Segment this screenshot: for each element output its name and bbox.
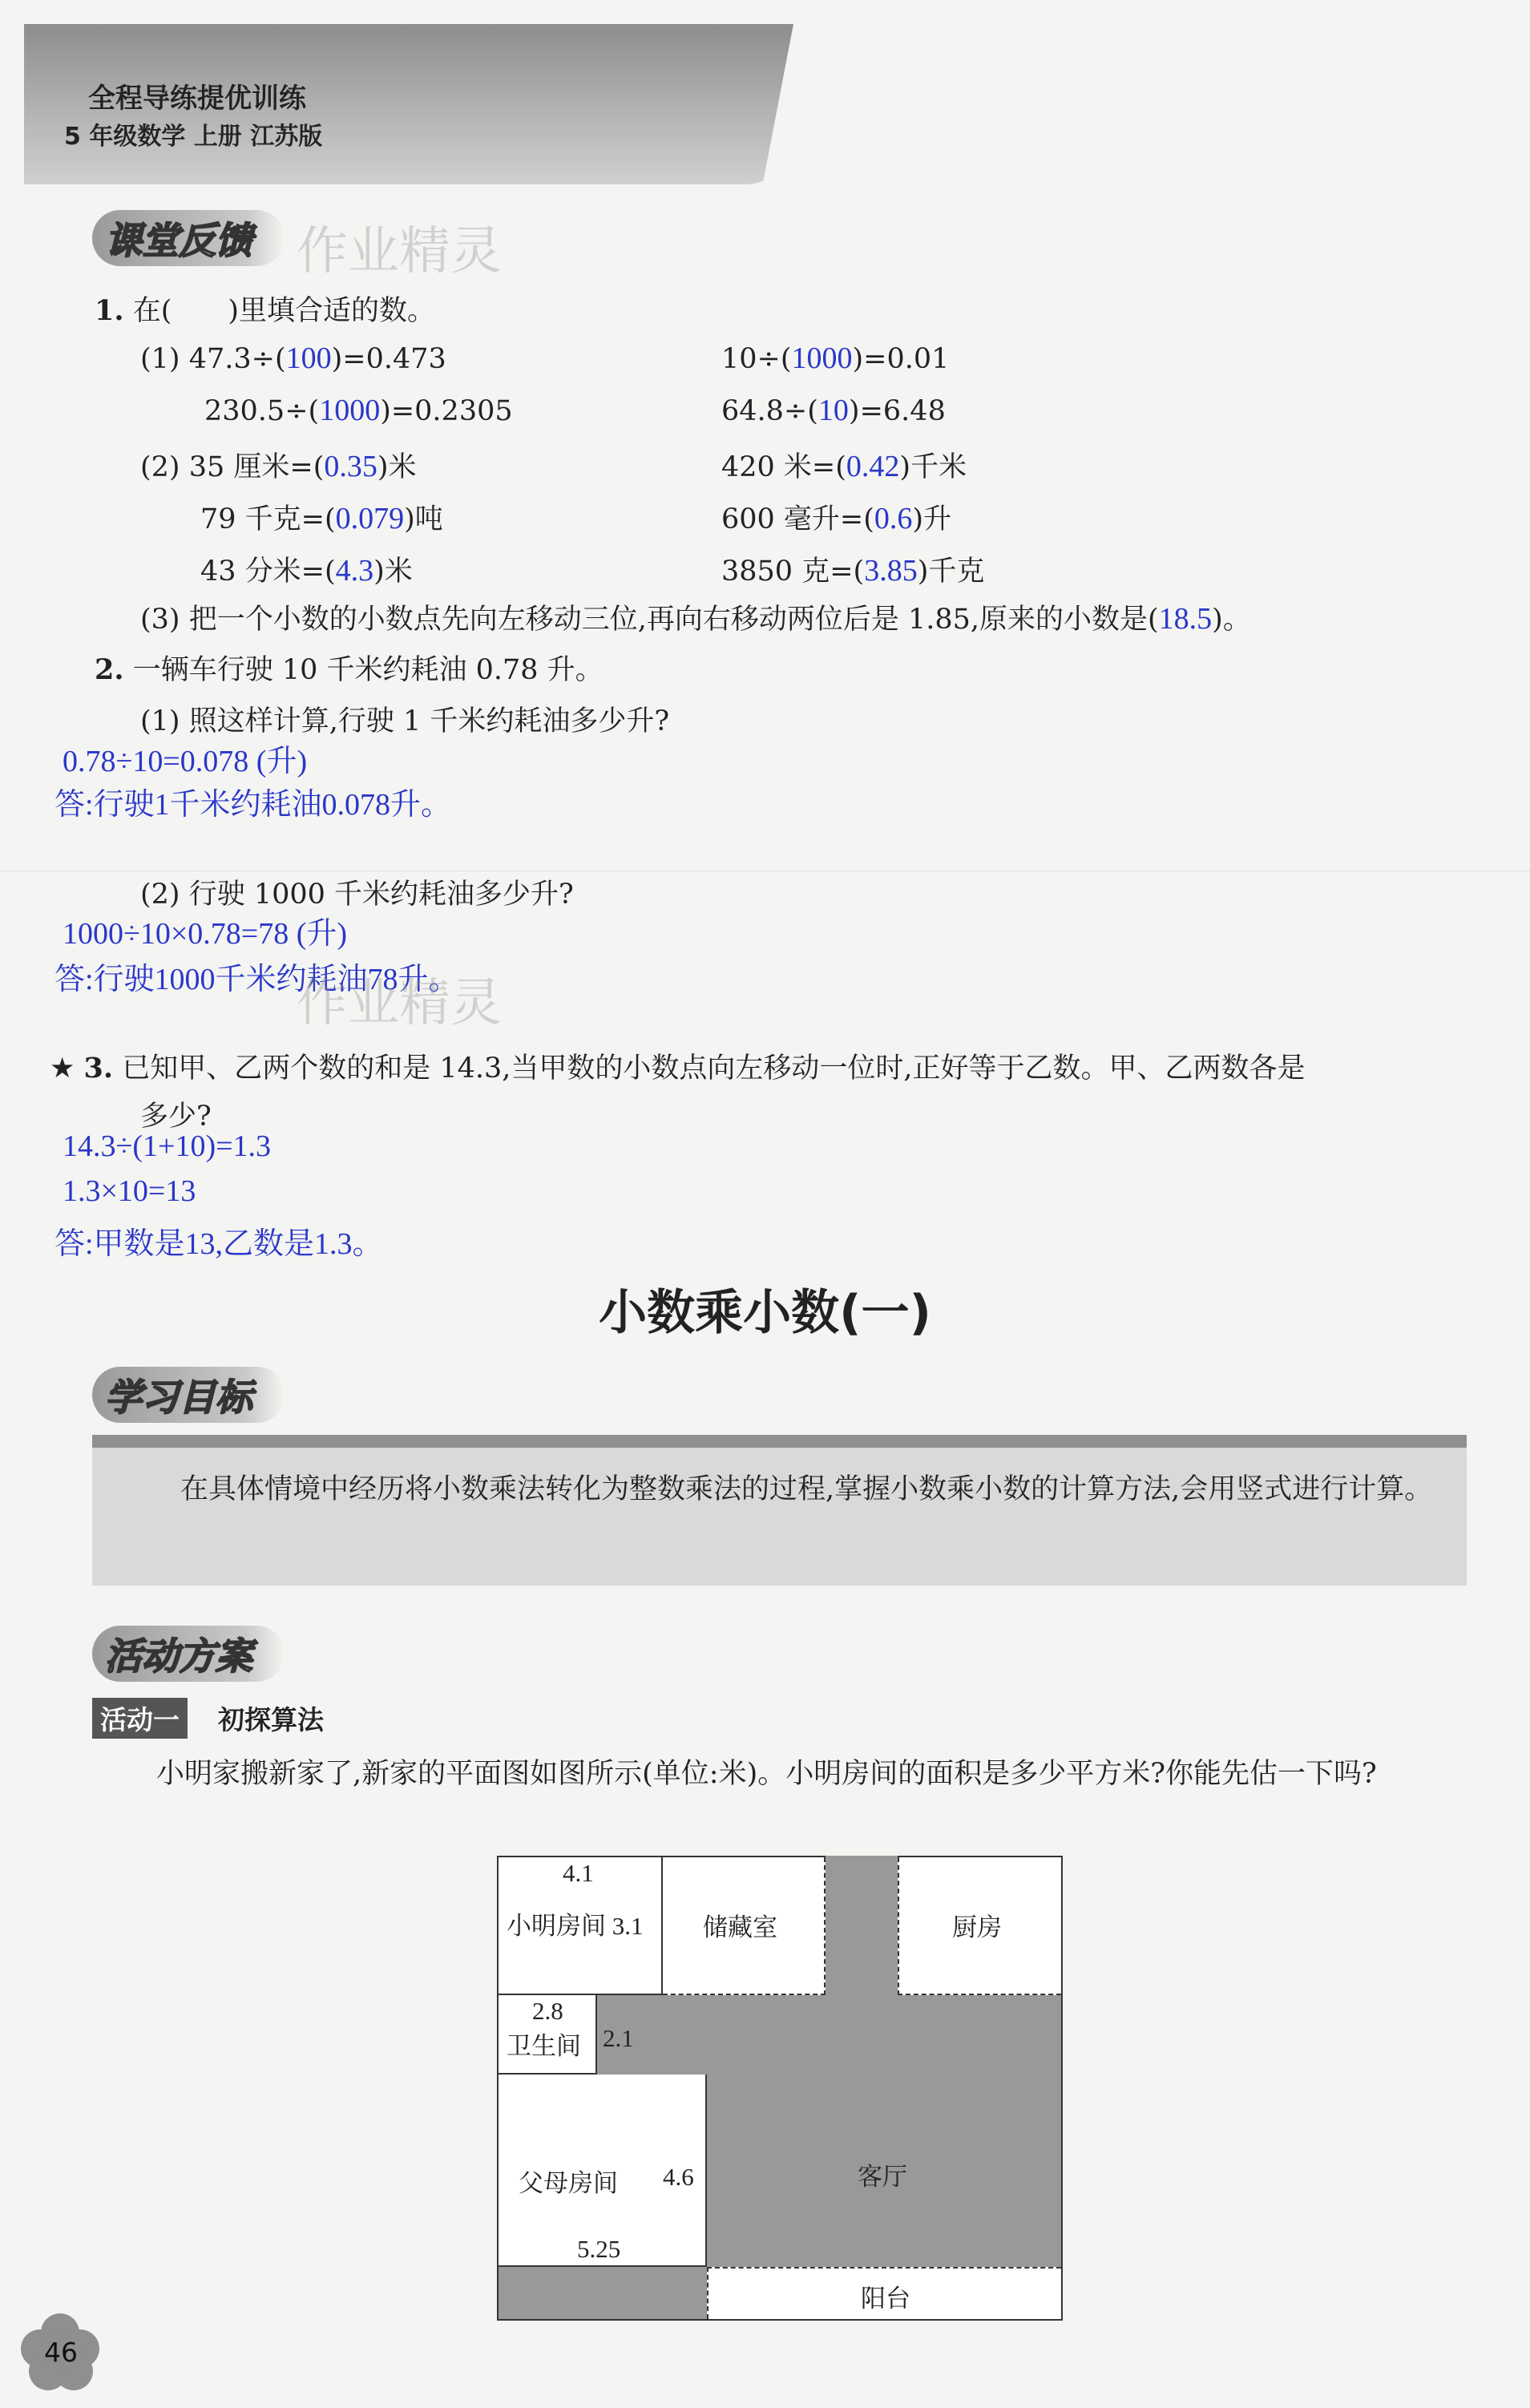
q1-stem: 在( )里填合适的数。 [132, 295, 435, 327]
expr: 47.3÷( [188, 343, 286, 375]
corridor [597, 1995, 1061, 2075]
lesson-title: 小数乘小数(一) [599, 1285, 931, 1341]
q3-calc2: 1.3×10=13 [63, 1174, 196, 1208]
expr: )吨 [404, 503, 443, 535]
expr: (3) 把一个小数的小数点先向左移动三位,再向右移动两位后是 1.85,原来的小数是( [140, 604, 1159, 636]
q2-sub2-answer: 答:行驶1000千米约耗油78升。 [54, 963, 459, 996]
activity-name: 初探算法 [218, 1704, 324, 1735]
q1-row4b [721, 497, 951, 537]
expr: 3850 克=( [721, 556, 865, 588]
q1-row4a [200, 497, 443, 537]
storage-label: 储藏室 [703, 1913, 777, 1941]
page-number: 46 [44, 2337, 78, 2368]
expr: )米 [373, 556, 413, 588]
expr: 420 米=( [721, 451, 846, 483]
expr: )=0.473 [331, 343, 446, 375]
answer: 4.3 [335, 554, 374, 588]
part-label: (2) [140, 451, 180, 483]
watermark: 作业精灵 [297, 974, 502, 1033]
expr: )千克 [917, 556, 985, 588]
q3-stem-line1: 已知甲、乙两个数的和是 14.3,当甲数的小数点向左移动一位时,正好等于乙数。甲、乙两数各是 [122, 1052, 1306, 1085]
star-icon: ★ [50, 1052, 75, 1085]
answer: 100 [285, 341, 332, 375]
bath-label: 卫生间 [507, 2032, 581, 2060]
q1-row3a [140, 445, 417, 485]
balcony [707, 2267, 1061, 2319]
activity-text: 小明家搬新家了,新家的平面图如图所示(单位:米)。小明房间的面积是多少平方米?你能先估一下吗? [156, 1758, 1377, 1790]
section-badge-activity: 活动方案 [92, 1626, 285, 1682]
expr: )=0.01 [852, 343, 950, 375]
xiaoming-label: 小明房间 3.1 [507, 1912, 644, 1940]
q1-part3 [140, 597, 1251, 637]
corridor [826, 1856, 898, 1995]
bathroom [499, 1995, 597, 2075]
expr: )=0.2305 [380, 395, 513, 427]
q2-stem: 一辆车行驶 10 千米约耗油 0.78 升。 [132, 654, 604, 686]
kitchen [898, 1857, 1061, 1995]
section-badge-feedback: 课堂反馈 [92, 210, 285, 266]
parents-height: 4.6 [663, 2163, 694, 2191]
q2-sub2-calc: 1000÷10×0.78=78 (升) [63, 917, 348, 951]
q1-row1b [721, 341, 949, 376]
expr: )米 [377, 451, 417, 483]
bath-width: 2.8 [532, 1997, 563, 2025]
q3 [50, 1046, 1306, 1086]
q1-row2a [204, 393, 513, 428]
expr: )=6.48 [848, 395, 946, 427]
answer: 0.6 [874, 502, 913, 535]
expr: )。 [1212, 604, 1251, 636]
parents-label: 父母房间 [519, 2169, 618, 2197]
q2-sub1: (1) 照这样计算,行驶 1 千米约耗油多少升? [140, 705, 670, 737]
answer: 10 [817, 394, 849, 427]
q1-row3b [721, 445, 967, 485]
floor-plan [497, 1856, 1063, 2321]
parents-room [499, 2075, 707, 2267]
q2-sub2: (2) 行驶 1000 千米约耗油多少升? [140, 879, 574, 911]
activity-tag: 活动一 [92, 1698, 188, 1739]
answer: 3.85 [864, 554, 918, 588]
answer: 1000 [319, 394, 381, 427]
q1-row2b [721, 393, 946, 428]
book-title: 全程导练提优训练 [88, 83, 306, 115]
balcony-label: 阳台 [861, 2285, 910, 2313]
q3-calc1: 14.3÷(1+10)=1.3 [63, 1129, 272, 1163]
q2 [95, 648, 604, 688]
q1-row5a [200, 549, 413, 589]
q1 [95, 289, 435, 329]
q2-sub1-calc: 0.78÷10=0.078 (升) [63, 745, 308, 778]
answer: 18.5 [1158, 602, 1213, 636]
expr: 64.8÷( [721, 395, 818, 427]
book-subtitle: 5 年级数学 上册 江苏版 [64, 123, 323, 151]
corridor [499, 2267, 707, 2319]
answer: 0.35 [324, 450, 377, 483]
q3-answer: 答:甲数是13,乙数是1.3。 [54, 1227, 383, 1261]
expr: )升 [912, 503, 952, 535]
expr: 230.5÷( [204, 395, 320, 427]
q1-row5b [721, 549, 984, 589]
q3-number: 3. [83, 1052, 114, 1085]
xiaoming-room [499, 1857, 663, 1995]
living-label: 客厅 [858, 2163, 907, 2191]
expr: 43 分米=( [200, 556, 336, 588]
watermark: 作业精灵 [297, 222, 502, 281]
answer: 1000 [791, 341, 853, 375]
expr: 35 厘米=( [188, 451, 325, 483]
section-badge-goals: 学习目标 [92, 1367, 285, 1423]
answer: 0.079 [335, 502, 405, 535]
xiaoming-width: 4.1 [563, 1859, 594, 1887]
goal-text: 在具体情境中经历将小数乘法转化为整数乘法的过程,掌握小数乘小数的计算方法,会用竖式进行计算。 [180, 1473, 1433, 1505]
q1-row1a [140, 341, 446, 376]
storage-room [663, 1857, 826, 1995]
q3-stem-line2: 多少? [140, 1101, 212, 1133]
expr: 79 千克=( [200, 503, 336, 535]
q2-number: 2. [95, 653, 124, 686]
bath-height: 2.1 [603, 2024, 634, 2052]
answer: 0.42 [846, 450, 900, 483]
q2-sub1-answer: 答:行驶1千米约耗油0.078升。 [54, 788, 452, 822]
part-label: (1) [140, 343, 180, 375]
q1-number: 1. [95, 294, 124, 327]
kitchen-label: 厨房 [952, 1913, 1002, 1941]
expr: 600 毫升=( [721, 503, 874, 535]
goal-bar [92, 1435, 1467, 1448]
expr: )千米 [899, 451, 967, 483]
parents-width: 5.25 [577, 2235, 621, 2263]
expr: 10÷( [721, 343, 792, 375]
